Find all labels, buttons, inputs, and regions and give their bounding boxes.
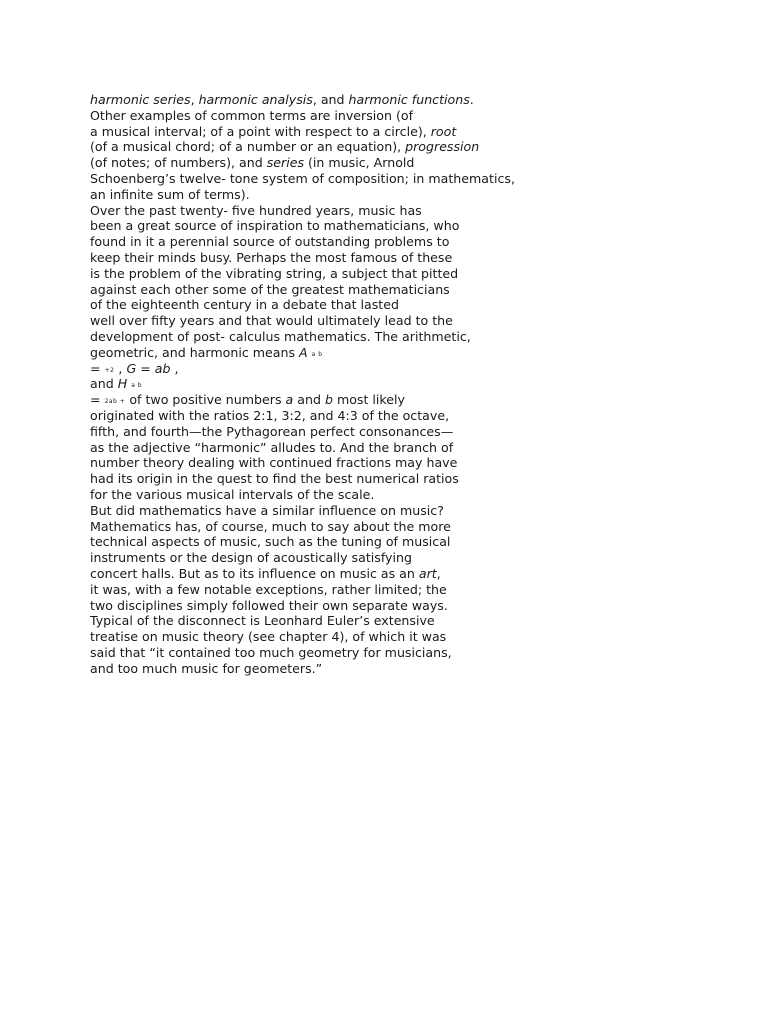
text-line: [90, 582, 560, 598]
text-segment: a b: [131, 382, 143, 390]
text-line: [90, 282, 560, 298]
text-segment: 2ab +: [104, 398, 126, 406]
text-segment: originated with the ratios 2:1, 3:2, and 4:3 of the octave,: [90, 407, 450, 423]
text-segment: ,: [190, 92, 199, 107]
text-line: [90, 645, 560, 661]
text-segment: and: [293, 392, 325, 408]
text-line: [90, 250, 560, 266]
text-segment: been a great source of inspiration to mathematicians, who: [90, 218, 460, 234]
text-segment: geometric, and harmonic means: [90, 344, 300, 360]
text-segment: ,: [170, 360, 179, 376]
text-segment: art: [418, 565, 437, 581]
text-line: [90, 503, 560, 519]
text-segment: concert halls. But as to its influence on music as an: [90, 565, 419, 581]
text-segment: for the various musical intervals of the scale.: [90, 486, 375, 502]
text-segment: it was, with a few notable exceptions, rather limited; the: [90, 581, 447, 597]
text-line: [90, 376, 560, 392]
text-segment: A: [299, 344, 308, 360]
text-segment: .: [469, 92, 474, 107]
text-segment: technical aspects of music, such as the tuning of musical: [90, 534, 451, 550]
text-line: [90, 266, 560, 282]
text-segment: most likely: [332, 392, 405, 408]
text-line: [90, 139, 560, 155]
text-segment: number theory dealing with continued fractions may have: [90, 455, 458, 471]
text-line: [90, 408, 560, 424]
text-segment: development of post- calculus mathematics. The arithmetic,: [90, 328, 471, 344]
text-line: [90, 218, 560, 234]
text-line: [90, 124, 560, 140]
text-segment: a musical interval; of a point with respect to a circle),: [90, 123, 431, 139]
text-line: [90, 92, 560, 108]
text-segment: a: [285, 392, 294, 408]
text-segment: (in music, Arnold: [304, 155, 415, 171]
text-line: [90, 519, 560, 535]
text-segment: instruments or the design of acoustically satisfying: [90, 550, 412, 566]
text-line: [90, 297, 560, 313]
text-segment: b: [324, 392, 333, 408]
text-segment: had its origin in the quest to find the best numerical ratios: [90, 471, 459, 487]
text-line: [90, 471, 560, 487]
text-line: [90, 440, 560, 456]
text-segment: series: [266, 155, 305, 171]
text-line: [90, 613, 560, 629]
text-segment: =: [90, 360, 105, 376]
text-line: [90, 534, 560, 550]
text-segment: (of a musical chord; of a number or an equation),: [90, 139, 406, 155]
text-line: [90, 203, 560, 219]
text-line: [90, 392, 560, 408]
text-segment: keep their minds busy. Perhaps the most famous of these: [90, 249, 453, 265]
text-segment: is the problem of the vibrating string, a subject that pitted: [90, 265, 459, 281]
text-segment: +2: [104, 366, 115, 374]
text-line: [90, 566, 560, 582]
text-line: [90, 108, 560, 124]
text-segment: said that “it contained too much geometry for musicians,: [90, 644, 452, 660]
text-segment: treatise on music theory (see chapter 4), of which it was: [90, 629, 447, 645]
text-segment: and: [90, 376, 118, 392]
text-segment: (of notes; of numbers), and: [90, 155, 267, 171]
text-line: [90, 361, 560, 377]
text-segment: ,: [436, 565, 441, 581]
text-line: [90, 234, 560, 250]
text-segment: harmonic series: [90, 92, 191, 107]
text-line: [90, 487, 560, 503]
text-line: [90, 598, 560, 614]
text-segment: an infinite sum of terms).: [90, 186, 250, 202]
text-line: [90, 424, 560, 440]
text-segment: G = ab: [126, 360, 171, 376]
document-body: [90, 92, 560, 676]
text-line: [90, 629, 560, 645]
text-line: [90, 455, 560, 471]
text-segment: fifth, and fourth—the Pythagorean perfect consonances—: [90, 423, 454, 439]
text-line: [90, 550, 560, 566]
text-line: [90, 313, 560, 329]
text-segment: well over fifty years and that would ultimately lead to the: [90, 313, 453, 329]
text-segment: H: [117, 376, 128, 392]
text-segment: But did mathematics have a similar influence on music?: [90, 502, 444, 518]
text-segment: root: [430, 123, 457, 139]
text-segment: Typical of the disconnect is Leonhard Euler’s extensive: [90, 613, 435, 629]
text-segment: of the eighteenth century in a debate that lasted: [90, 297, 399, 313]
text-segment: two disciplines simply followed their own separate ways.: [90, 597, 448, 613]
text-line: [90, 171, 560, 187]
text-segment: ,: [114, 360, 127, 376]
text-segment: a b: [311, 350, 323, 358]
text-segment: progression: [405, 139, 480, 155]
text-segment: against each other some of the greatest mathematicians: [90, 281, 450, 297]
text-segment: Other examples of common terms are inversion (of: [90, 107, 414, 123]
text-line: [90, 187, 560, 203]
text-segment: , and: [312, 92, 349, 107]
text-segment: found in it a perennial source of outstanding problems to: [90, 234, 450, 250]
text-segment: harmonic functions: [348, 92, 470, 107]
text-line: [90, 345, 560, 361]
text-segment: harmonic analysis: [198, 92, 313, 107]
text-line: [90, 155, 560, 171]
text-line: [90, 661, 560, 677]
text-segment: of two positive numbers: [125, 392, 286, 408]
text-line: [90, 329, 560, 345]
text-segment: =: [90, 392, 105, 408]
text-segment: as the adjective “harmonic” alludes to. And the branch of: [90, 439, 454, 455]
text-segment: Over the past twenty- five hundred years, music has: [90, 202, 422, 218]
text-segment: Schoenberg’s twelve- tone system of composition; in mathematics,: [90, 170, 515, 186]
text-segment: and too much music for geometers.”: [90, 660, 323, 676]
text-segment: Mathematics has, of course, much to say about the more: [90, 518, 451, 534]
